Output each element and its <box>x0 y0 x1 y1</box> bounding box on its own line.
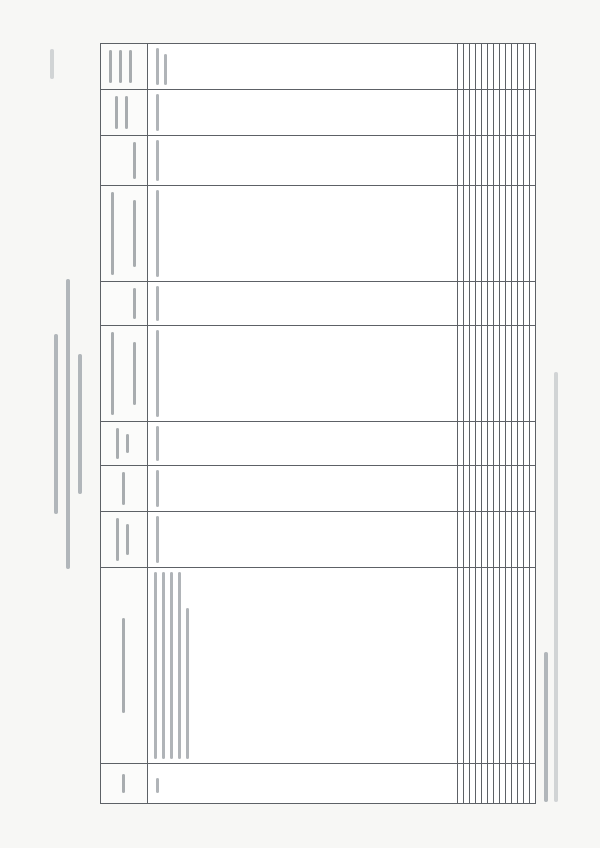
header-contract-reference <box>101 44 148 90</box>
cell-bidders <box>148 326 458 422</box>
empty-cell <box>530 568 536 764</box>
header-selection-reason <box>101 90 148 136</box>
table-row <box>148 44 458 804</box>
document-subtitle <box>66 279 70 569</box>
header-budget <box>101 512 148 568</box>
header-item-number <box>101 764 148 804</box>
empty-cell <box>530 512 536 568</box>
cell-procurement-method <box>148 422 458 466</box>
header-procurement-method <box>101 422 148 466</box>
header-median-price <box>101 466 148 512</box>
empty-cell <box>530 422 536 466</box>
cell-contract-reference <box>148 44 458 90</box>
document-title <box>54 334 58 514</box>
empty-cell <box>530 136 536 186</box>
header-agreed-price <box>101 136 148 186</box>
rotated-landscape-sheet <box>40 24 560 824</box>
footnote-note <box>544 652 548 802</box>
table-header-row <box>101 44 148 804</box>
cell-budget <box>148 512 458 568</box>
empty-cell <box>530 326 536 422</box>
cell-work-description <box>148 568 458 764</box>
header-bidders <box>101 326 148 422</box>
cell-selection-reason <box>148 90 458 136</box>
cell-selected-vendor <box>148 186 458 282</box>
empty-cell <box>530 764 536 804</box>
document-date-line <box>78 354 82 494</box>
empty-rows <box>458 44 536 804</box>
cell-median-price <box>148 466 458 512</box>
header-selected-vendor <box>101 186 148 282</box>
empty-cell <box>530 282 536 326</box>
footnote-signature-line <box>554 372 558 802</box>
empty-cell <box>530 44 536 90</box>
empty-cell <box>530 90 536 136</box>
empty-cell <box>530 186 536 282</box>
empty-cell <box>530 466 536 512</box>
cell-bid-price <box>148 282 458 326</box>
header-work-description <box>101 568 148 764</box>
header-bid-price <box>101 282 148 326</box>
empty-table-row <box>530 44 536 804</box>
cell-agreed-price <box>148 136 458 186</box>
form-code <box>50 49 54 79</box>
cell-item-number <box>148 764 458 804</box>
procurement-summary-table <box>100 44 536 804</box>
